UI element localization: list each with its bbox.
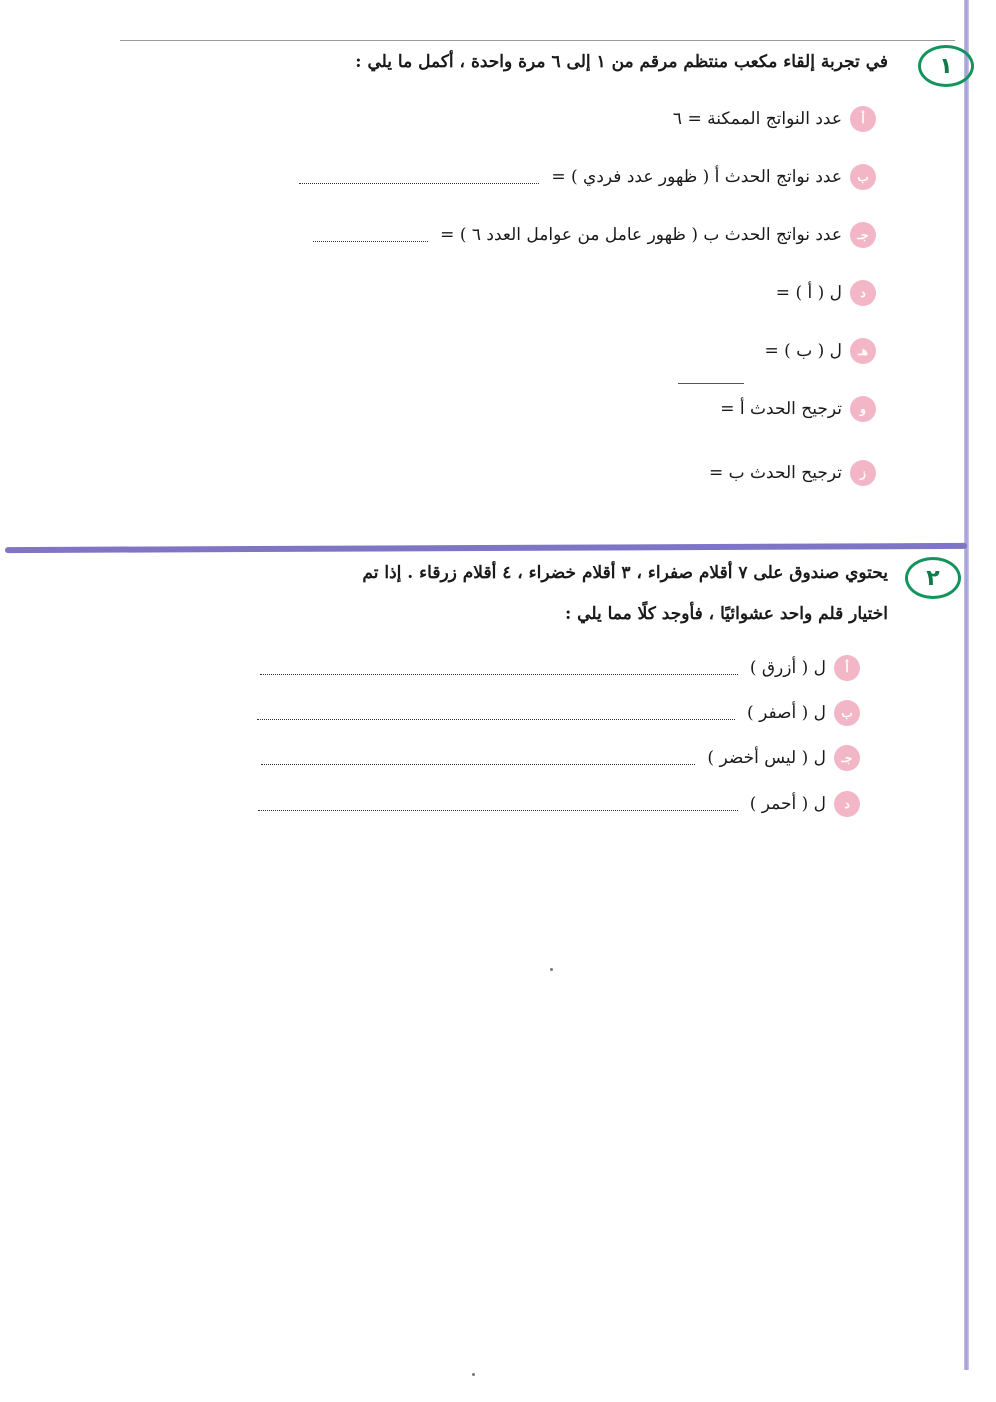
q1-item-b-badge: ب [850, 164, 876, 190]
q2-item-d-answer-line[interactable] [258, 798, 738, 811]
top-rule [120, 40, 955, 41]
q1-item-a [673, 106, 876, 132]
question-2-prompt-line1: يحتوي صندوق على ٧ أقلام صفراء ، ٣ أقلام خضراء ، ٤ أقلام زرقاء . إذا تم [362, 563, 888, 583]
q2-item-c [261, 745, 860, 771]
q2-item-b-answer-line[interactable] [257, 707, 735, 720]
q1-item-g [709, 460, 876, 486]
q1-item-b-answer-line[interactable] [299, 171, 539, 184]
q1-item-b-text: عدد نواتج الحدث أ ( ظهور عدد فردي ) = [551, 167, 842, 187]
q1-item-e [765, 338, 876, 364]
scan-speck [472, 1373, 475, 1376]
q1-item-f-text: ترجيح الحدث أ = [720, 399, 842, 419]
q2-item-b-badge: ب [834, 700, 860, 726]
q2-item-c-text: ل ( ليس أخضر ) [707, 748, 826, 768]
q2-item-b-text: ل ( أصفر ) [747, 703, 826, 723]
fraction-bar-mark [678, 383, 744, 384]
question-2-number: ٢ [905, 557, 961, 599]
q2-item-d-badge: د [834, 791, 860, 817]
q2-item-a-badge: أ [834, 655, 860, 681]
question-1-prompt: في تجربة إلقاء مكعب منتظم مرقم من ١ إلى ٦ مرة واحدة ، أكمل ما يلي : [355, 52, 888, 72]
q1-item-g-badge: ز [850, 460, 876, 486]
q1-item-c-answer-line[interactable] [313, 229, 428, 242]
q1-item-g-text: ترجيح الحدث ب = [709, 463, 842, 483]
q1-item-f-badge: و [850, 396, 876, 422]
question-1-number: ١ [918, 45, 974, 87]
q1-item-d-text: ل ( أ ) = [775, 283, 842, 303]
q1-item-c [313, 222, 876, 248]
q1-item-f [720, 396, 876, 422]
q1-item-d [776, 280, 876, 306]
q2-item-c-badge: جـ [834, 745, 860, 771]
q1-item-d-badge: د [850, 280, 876, 306]
q1-item-c-badge: جـ [850, 222, 876, 248]
q1-item-b [299, 164, 876, 190]
q1-item-a-text: عدد النواتج الممكنة = ٦ [672, 109, 842, 129]
q2-item-d [258, 791, 860, 817]
q1-item-a-badge: أ [850, 106, 876, 132]
q1-item-c-text: عدد نواتج الحدث ب ( ظهور عامل من عوامل العدد ٦ ) = [440, 225, 842, 245]
q2-item-c-answer-line[interactable] [261, 752, 695, 765]
question-2-prompt-line2: اختيار قلم واحد عشوائيًا ، فأوجد كلًا مما يلي : [564, 604, 888, 624]
q2-item-d-text: ل ( أحمر ) [749, 794, 826, 814]
q1-item-e-text: ل ( ب ) = [764, 341, 842, 361]
margin-rule [964, 0, 969, 1370]
q2-item-a [260, 655, 860, 681]
q2-item-b [257, 700, 860, 726]
q2-item-a-answer-line[interactable] [260, 662, 738, 675]
scan-speck [550, 968, 553, 971]
q1-item-e-badge: هـ [850, 338, 876, 364]
q2-item-a-text: ل ( أزرق ) [749, 658, 826, 678]
section-divider [5, 543, 967, 553]
